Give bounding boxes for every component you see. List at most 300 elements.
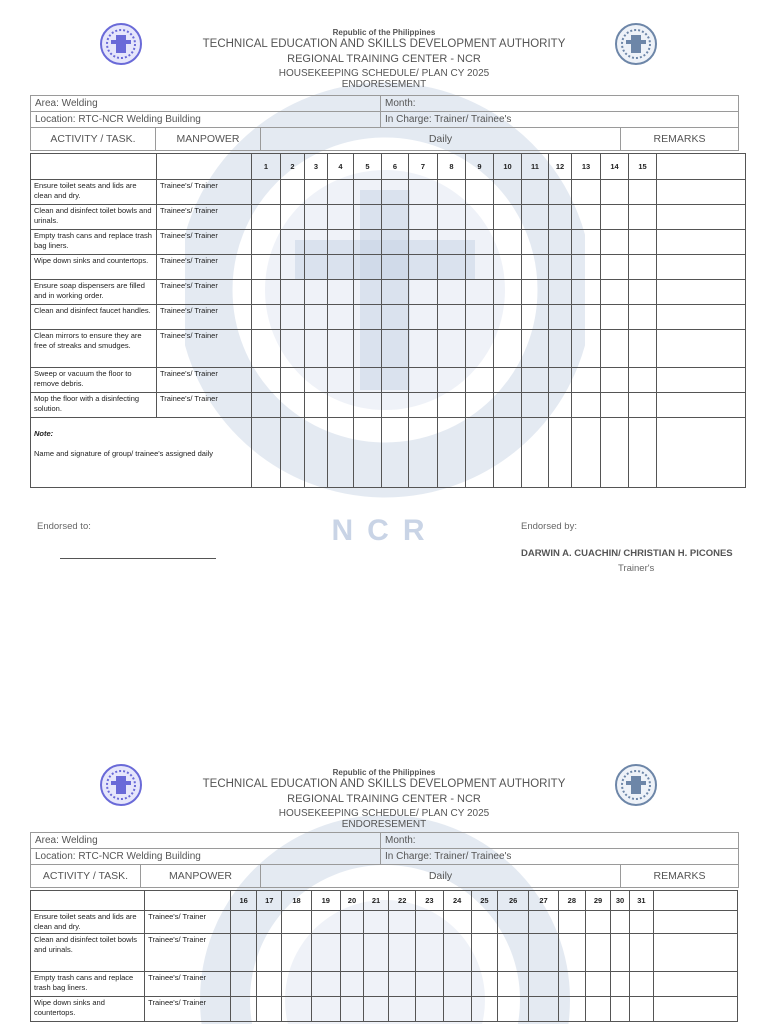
remarks-cell[interactable] (657, 393, 746, 418)
day-checkbox-cell[interactable] (549, 230, 572, 255)
day-number: 27 (529, 891, 558, 911)
day-checkbox-cell[interactable] (585, 934, 610, 972)
day-checkbox-cell[interactable] (311, 997, 340, 1022)
day-checkbox-cell[interactable] (252, 305, 281, 330)
day-checkbox-cell[interactable] (611, 934, 630, 972)
day-checkbox-cell[interactable] (281, 255, 305, 280)
day-checkbox-cell[interactable] (438, 205, 466, 230)
day-checkbox-cell[interactable] (494, 230, 522, 255)
day-checkbox-cell[interactable] (282, 972, 311, 997)
day-checkbox-cell[interactable] (572, 330, 601, 368)
day-checkbox-cell[interactable] (305, 205, 328, 230)
day-checkbox-cell[interactable] (354, 393, 382, 418)
day-checkbox-cell[interactable] (466, 368, 494, 393)
day-checkbox-cell[interactable] (572, 393, 601, 418)
day-checkbox-cell[interactable] (305, 368, 328, 393)
day-checkbox-cell[interactable] (328, 255, 354, 280)
day-checkbox-cell[interactable] (629, 972, 653, 997)
day-checkbox-cell[interactable] (522, 255, 549, 280)
task-description: Sweep or vacuum the floor to remove debris. (31, 368, 157, 393)
table-row (31, 972, 738, 997)
day-checkbox-cell[interactable] (438, 180, 466, 205)
day-checkbox-cell[interactable] (409, 280, 438, 305)
day-checkbox-cell[interactable] (281, 330, 305, 368)
day-checkbox-cell[interactable] (549, 180, 572, 205)
day-checkbox-cell[interactable] (354, 305, 382, 330)
activity-header: ACTIVITY / TASK. (31, 128, 156, 151)
day-checkbox-cell[interactable] (252, 330, 281, 368)
day-checkbox-cell[interactable] (629, 230, 657, 255)
day-checkbox-cell[interactable] (252, 230, 281, 255)
day-checkbox-cell[interactable] (494, 305, 522, 330)
day-checkbox-cell[interactable] (282, 934, 311, 972)
manpower-header: MANPOWER (141, 865, 261, 888)
day-checkbox-cell[interactable] (572, 368, 601, 393)
signature-cell[interactable] (572, 418, 601, 488)
day-checkbox-cell[interactable] (311, 934, 340, 972)
day-checkbox-cell[interactable] (522, 205, 549, 230)
signature-cell[interactable] (549, 418, 572, 488)
day-checkbox-cell[interactable] (252, 255, 281, 280)
signature-cell[interactable] (252, 418, 281, 488)
day-checkbox-cell[interactable] (601, 205, 629, 230)
endorsement-title: ENDORESEMENT (341, 818, 427, 830)
day-checkbox-cell[interactable] (257, 911, 282, 934)
remarks-cell[interactable] (657, 180, 746, 205)
day-number: 25 (471, 891, 497, 911)
signature-cell[interactable] (494, 418, 522, 488)
remarks-cell[interactable] (657, 305, 746, 330)
day-checkbox-cell[interactable] (231, 997, 257, 1022)
signature-cell[interactable] (328, 418, 354, 488)
day-checkbox-cell[interactable] (340, 911, 363, 934)
daily-header: Daily (261, 865, 621, 888)
table-row (31, 230, 746, 255)
remarks-cell[interactable] (657, 368, 746, 393)
day-checkbox-cell[interactable] (466, 205, 494, 230)
signature-cell[interactable] (438, 418, 466, 488)
day-checkbox-cell[interactable] (572, 205, 601, 230)
day-checkbox-cell[interactable] (231, 934, 257, 972)
center-name: REGIONAL TRAINING CENTER - NCR (287, 52, 481, 65)
day-checkbox-cell[interactable] (354, 280, 382, 305)
day-checkbox-cell[interactable] (438, 305, 466, 330)
day-checkbox-cell[interactable] (629, 393, 657, 418)
day-checkbox-cell[interactable] (354, 255, 382, 280)
day-checkbox-cell[interactable] (466, 330, 494, 368)
day-checkbox-cell[interactable] (629, 934, 653, 972)
day-checkbox-cell[interactable] (252, 205, 281, 230)
day-checkbox-cell[interactable] (281, 393, 305, 418)
day-checkbox-cell[interactable] (409, 230, 438, 255)
blank-cell (145, 891, 231, 911)
watermark-bottom-text: NCR (331, 514, 439, 547)
day-checkbox-cell[interactable] (522, 230, 549, 255)
day-checkbox-cell[interactable] (305, 255, 328, 280)
remarks-cell[interactable] (657, 418, 746, 488)
day-checkbox-cell[interactable] (629, 911, 653, 934)
month-field: Month: (381, 833, 739, 849)
day-number: 26 (497, 891, 528, 911)
day-checkbox-cell[interactable] (558, 934, 585, 972)
day-checkbox-cell[interactable] (281, 180, 305, 205)
day-checkbox-cell[interactable] (494, 180, 522, 205)
day-checkbox-cell[interactable] (252, 280, 281, 305)
day-checkbox-cell[interactable] (252, 180, 281, 205)
day-checkbox-cell[interactable] (281, 280, 305, 305)
day-checkbox-cell[interactable] (305, 280, 328, 305)
day-checkbox-cell[interactable] (549, 280, 572, 305)
day-checkbox-cell[interactable] (231, 911, 257, 934)
day-checkbox-cell[interactable] (471, 934, 497, 972)
task-manpower: Trainee's/ Trainer (145, 972, 231, 997)
day-checkbox-cell[interactable] (585, 997, 610, 1022)
day-number: 16 (231, 891, 257, 911)
day-checkbox-cell[interactable] (549, 393, 572, 418)
day-checkbox-cell[interactable] (466, 280, 494, 305)
day-checkbox-cell[interactable] (363, 972, 388, 997)
day-checkbox-cell[interactable] (281, 305, 305, 330)
republic-line: Republic of the Philippines (332, 28, 436, 37)
rtc-logo-right (615, 23, 657, 65)
day-checkbox-cell[interactable] (494, 280, 522, 305)
table-row (31, 997, 738, 1022)
day-checkbox-cell[interactable] (522, 280, 549, 305)
day-number: 2 (281, 154, 305, 180)
day-number: 24 (443, 891, 471, 911)
day-checkbox-cell[interactable] (611, 997, 630, 1022)
day-checkbox-cell[interactable] (497, 911, 528, 934)
day-number: 17 (257, 891, 282, 911)
day-number: 18 (282, 891, 311, 911)
day-checkbox-cell[interactable] (549, 205, 572, 230)
day-checkbox-cell[interactable] (363, 934, 388, 972)
signature-cell[interactable] (382, 418, 409, 488)
day-checkbox-cell[interactable] (466, 393, 494, 418)
day-checkbox-cell[interactable] (409, 305, 438, 330)
day-checkbox-cell[interactable] (354, 330, 382, 368)
day-checkbox-cell[interactable] (257, 997, 282, 1022)
signatories: DARWIN A. CUACHIN/ CHRISTIAN H. PICONES (521, 548, 733, 559)
day-checkbox-cell[interactable] (629, 368, 657, 393)
day-checkbox-cell[interactable] (389, 997, 416, 1022)
day-checkbox-cell[interactable] (585, 972, 610, 997)
task-manpower: Trainee's/ Trainer (157, 393, 252, 418)
center-name: REGIONAL TRAINING CENTER - NCR (287, 792, 481, 805)
day-checkbox-cell[interactable] (572, 230, 601, 255)
day-checkbox-cell[interactable] (572, 280, 601, 305)
day-checkbox-cell[interactable] (494, 368, 522, 393)
day-checkbox-cell[interactable] (522, 305, 549, 330)
task-description: Wipe down sinks and countertops. (31, 997, 145, 1022)
task-description: Ensure soap dispensers are filled and in working order. (31, 280, 157, 305)
daily-header: Daily (261, 128, 621, 151)
day-checkbox-cell[interactable] (601, 393, 629, 418)
day-checkbox-cell[interactable] (363, 997, 388, 1022)
day-checkbox-cell[interactable] (601, 180, 629, 205)
day-checkbox-cell[interactable] (443, 972, 471, 997)
day-checkbox-cell[interactable] (601, 255, 629, 280)
day-checkbox-cell[interactable] (438, 230, 466, 255)
day-checkbox-cell[interactable] (382, 230, 409, 255)
remarks-cell[interactable] (657, 255, 746, 280)
day-checkbox-cell[interactable] (354, 205, 382, 230)
task-manpower: Trainee's/ Trainer (145, 911, 231, 934)
day-checkbox-cell[interactable] (409, 393, 438, 418)
signature-cell[interactable] (409, 418, 438, 488)
signature-cell[interactable] (522, 418, 549, 488)
day-checkbox-cell[interactable] (572, 255, 601, 280)
remarks-header: REMARKS (621, 865, 739, 888)
day-checkbox-cell[interactable] (416, 997, 443, 1022)
day-checkbox-cell[interactable] (389, 934, 416, 972)
day-checkbox-cell[interactable] (438, 393, 466, 418)
day-checkbox-cell[interactable] (471, 972, 497, 997)
day-checkbox-cell[interactable] (305, 330, 328, 368)
remarks-cell[interactable] (657, 330, 746, 368)
day-checkbox-cell[interactable] (466, 255, 494, 280)
day-checkbox-cell[interactable] (549, 330, 572, 368)
task-manpower: Trainee's/ Trainer (157, 330, 252, 368)
day-checkbox-cell[interactable] (416, 911, 443, 934)
day-checkbox-cell[interactable] (549, 368, 572, 393)
day-checkbox-cell[interactable] (522, 180, 549, 205)
day-checkbox-cell[interactable] (257, 934, 282, 972)
day-number: 22 (389, 891, 416, 911)
day-checkbox-cell[interactable] (601, 230, 629, 255)
day-checkbox-cell[interactable] (354, 230, 382, 255)
day-checkbox-cell[interactable] (629, 280, 657, 305)
task-description: Wipe down sinks and countertops. (31, 255, 157, 280)
day-checkbox-cell[interactable] (522, 330, 549, 368)
day-checkbox-cell[interactable] (416, 934, 443, 972)
day-checkbox-cell[interactable] (558, 911, 585, 934)
day-number: 10 (494, 154, 522, 180)
day-checkbox-cell[interactable] (611, 911, 630, 934)
day-checkbox-cell[interactable] (252, 393, 281, 418)
tesda-logo-left (100, 764, 142, 806)
task-manpower: Trainee's/ Trainer (145, 934, 231, 972)
day-checkbox-cell[interactable] (409, 330, 438, 368)
letterhead (150, 769, 618, 830)
day-checkbox-cell[interactable] (585, 911, 610, 934)
signature-cell[interactable] (601, 418, 629, 488)
day-checkbox-cell[interactable] (443, 911, 471, 934)
day-checkbox-cell[interactable] (529, 997, 558, 1022)
remarks-cell[interactable] (657, 280, 746, 305)
remarks-cell[interactable] (657, 230, 746, 255)
remarks-cell[interactable] (653, 997, 737, 1022)
day-checkbox-cell[interactable] (328, 205, 354, 230)
day-checkbox-cell[interactable] (529, 972, 558, 997)
day-checkbox-cell[interactable] (389, 972, 416, 997)
day-checkbox-cell[interactable] (529, 934, 558, 972)
day-checkbox-cell[interactable] (328, 305, 354, 330)
task-description: Mop the floor with a disinfecting solution. (31, 393, 157, 418)
blank-cell (31, 154, 157, 180)
day-checkbox-cell[interactable] (257, 972, 282, 997)
day-checkbox-cell[interactable] (328, 393, 354, 418)
day-checkbox-cell[interactable] (522, 368, 549, 393)
day-checkbox-cell[interactable] (409, 180, 438, 205)
day-checkbox-cell[interactable] (438, 255, 466, 280)
day-number: 12 (549, 154, 572, 180)
day-checkbox-cell[interactable] (629, 330, 657, 368)
day-checkbox-cell[interactable] (438, 368, 466, 393)
day-checkbox-cell[interactable] (549, 255, 572, 280)
day-checkbox-cell[interactable] (529, 911, 558, 934)
day-checkbox-cell[interactable] (382, 330, 409, 368)
signature-cell[interactable] (305, 418, 328, 488)
day-number: 4 (328, 154, 354, 180)
signature-cell[interactable] (466, 418, 494, 488)
signature-cell[interactable] (354, 418, 382, 488)
day-checkbox-cell[interactable] (443, 997, 471, 1022)
day-checkbox-cell[interactable] (494, 255, 522, 280)
signature-cell[interactable] (629, 418, 657, 488)
day-checkbox-cell[interactable] (601, 368, 629, 393)
remarks-cell[interactable] (653, 934, 737, 972)
day-checkbox-cell[interactable] (305, 305, 328, 330)
day-checkbox-cell[interactable] (305, 180, 328, 205)
day-checkbox-cell[interactable] (572, 180, 601, 205)
day-checkbox-cell[interactable] (629, 180, 657, 205)
day-checkbox-cell[interactable] (471, 911, 497, 934)
plan-title: HOUSEKEEPING SCHEDULE/ PLAN CY 2025 (278, 807, 490, 819)
day-checkbox-cell[interactable] (494, 393, 522, 418)
day-checkbox-cell[interactable] (382, 280, 409, 305)
day-checkbox-cell[interactable] (305, 230, 328, 255)
day-checkbox-cell[interactable] (443, 934, 471, 972)
remarks-cell[interactable] (653, 972, 737, 997)
day-checkbox-cell[interactable] (311, 972, 340, 997)
day-checkbox-cell[interactable] (231, 972, 257, 997)
table-row (31, 934, 738, 972)
day-checkbox-cell[interactable] (328, 368, 354, 393)
day-number: 11 (522, 154, 549, 180)
manpower-header: MANPOWER (156, 128, 261, 151)
day-checkbox-cell[interactable] (328, 230, 354, 255)
day-checkbox-cell[interactable] (558, 972, 585, 997)
day-checkbox-cell[interactable] (281, 230, 305, 255)
task-description: Empty trash cans and replace trash bag liners. (31, 972, 145, 997)
day-checkbox-cell[interactable] (572, 305, 601, 330)
day-checkbox-cell[interactable] (497, 934, 528, 972)
day-checkbox-cell[interactable] (409, 205, 438, 230)
day-checkbox-cell[interactable] (340, 997, 363, 1022)
task-description: Clean and disinfect toilet bowls and urinals. (31, 205, 157, 230)
activity-header: ACTIVITY / TASK. (31, 865, 141, 888)
day-number: 15 (629, 154, 657, 180)
day-checkbox-cell[interactable] (466, 180, 494, 205)
day-checkbox-cell[interactable] (328, 280, 354, 305)
task-manpower: Trainee's/ Trainer (157, 205, 252, 230)
day-checkbox-cell[interactable] (522, 393, 549, 418)
endorsed-to-label: Endorsed to: (37, 521, 91, 532)
day-checkbox-cell[interactable] (466, 230, 494, 255)
day-checkbox-cell[interactable] (438, 330, 466, 368)
day-checkbox-cell[interactable] (497, 997, 528, 1022)
table-row (31, 205, 746, 230)
day-checkbox-cell[interactable] (466, 305, 494, 330)
day-checkbox-cell[interactable] (497, 972, 528, 997)
day-number: 31 (629, 891, 653, 911)
day-checkbox-cell[interactable] (389, 911, 416, 934)
day-checkbox-cell[interactable] (629, 997, 653, 1022)
day-number: 28 (558, 891, 585, 911)
day-checkbox-cell[interactable] (363, 911, 388, 934)
day-checkbox-cell[interactable] (281, 205, 305, 230)
day-checkbox-cell[interactable] (409, 368, 438, 393)
day-checkbox-cell[interactable] (340, 934, 363, 972)
day-checkbox-cell[interactable] (382, 205, 409, 230)
day-checkbox-cell[interactable] (471, 997, 497, 1022)
agency-name: TECHNICAL EDUCATION AND SKILLS DEVELOPMENT AUTHORITY (202, 778, 566, 790)
signature-cell[interactable] (281, 418, 305, 488)
day-checkbox-cell[interactable] (354, 180, 382, 205)
day-checkbox-cell[interactable] (382, 368, 409, 393)
day-number: 14 (601, 154, 629, 180)
task-description: Ensure toilet seats and lids are clean and dry. (31, 911, 145, 934)
day-number-row (31, 891, 738, 911)
day-number: 20 (340, 891, 363, 911)
day-number: 8 (438, 154, 466, 180)
day-checkbox-cell[interactable] (629, 255, 657, 280)
schedule-grid-days-1-15 (30, 153, 746, 488)
day-checkbox-cell[interactable] (382, 180, 409, 205)
day-checkbox-cell[interactable] (601, 330, 629, 368)
day-number: 6 (382, 154, 409, 180)
day-checkbox-cell[interactable] (382, 305, 409, 330)
day-number: 23 (416, 891, 443, 911)
agency-name: TECHNICAL EDUCATION AND SKILLS DEVELOPMENT AUTHORITY (202, 38, 566, 50)
remarks-cell[interactable] (653, 911, 737, 934)
day-checkbox-cell[interactable] (252, 368, 281, 393)
day-checkbox-cell[interactable] (629, 305, 657, 330)
day-checkbox-cell[interactable] (601, 280, 629, 305)
day-checkbox-cell[interactable] (382, 393, 409, 418)
day-checkbox-cell[interactable] (549, 305, 572, 330)
task-description: Ensure toilet seats and lids are clean and dry. (31, 180, 157, 205)
day-checkbox-cell[interactable] (305, 393, 328, 418)
day-checkbox-cell[interactable] (340, 972, 363, 997)
day-checkbox-cell[interactable] (328, 330, 354, 368)
table-row (31, 280, 746, 305)
day-checkbox-cell[interactable] (328, 180, 354, 205)
day-checkbox-cell[interactable] (311, 911, 340, 934)
day-checkbox-cell[interactable] (494, 205, 522, 230)
document-page-2 (0, 760, 768, 1024)
day-checkbox-cell[interactable] (354, 368, 382, 393)
day-checkbox-cell[interactable] (282, 997, 311, 1022)
day-number: 1 (252, 154, 281, 180)
day-checkbox-cell[interactable] (629, 205, 657, 230)
location-field: Location: RTC-NCR Welding Building (31, 112, 381, 128)
day-checkbox-cell[interactable] (558, 997, 585, 1022)
day-checkbox-cell[interactable] (601, 305, 629, 330)
day-checkbox-cell[interactable] (438, 280, 466, 305)
remarks-cell[interactable] (657, 205, 746, 230)
day-checkbox-cell[interactable] (611, 972, 630, 997)
day-checkbox-cell[interactable] (416, 972, 443, 997)
day-checkbox-cell[interactable] (281, 368, 305, 393)
in-charge-field: In Charge: Trainer/ Trainee's (381, 112, 739, 128)
day-checkbox-cell[interactable] (282, 911, 311, 934)
day-checkbox-cell[interactable] (494, 330, 522, 368)
day-checkbox-cell[interactable] (382, 255, 409, 280)
day-checkbox-cell[interactable] (409, 255, 438, 280)
task-manpower: Trainee's/ Trainer (157, 305, 252, 330)
